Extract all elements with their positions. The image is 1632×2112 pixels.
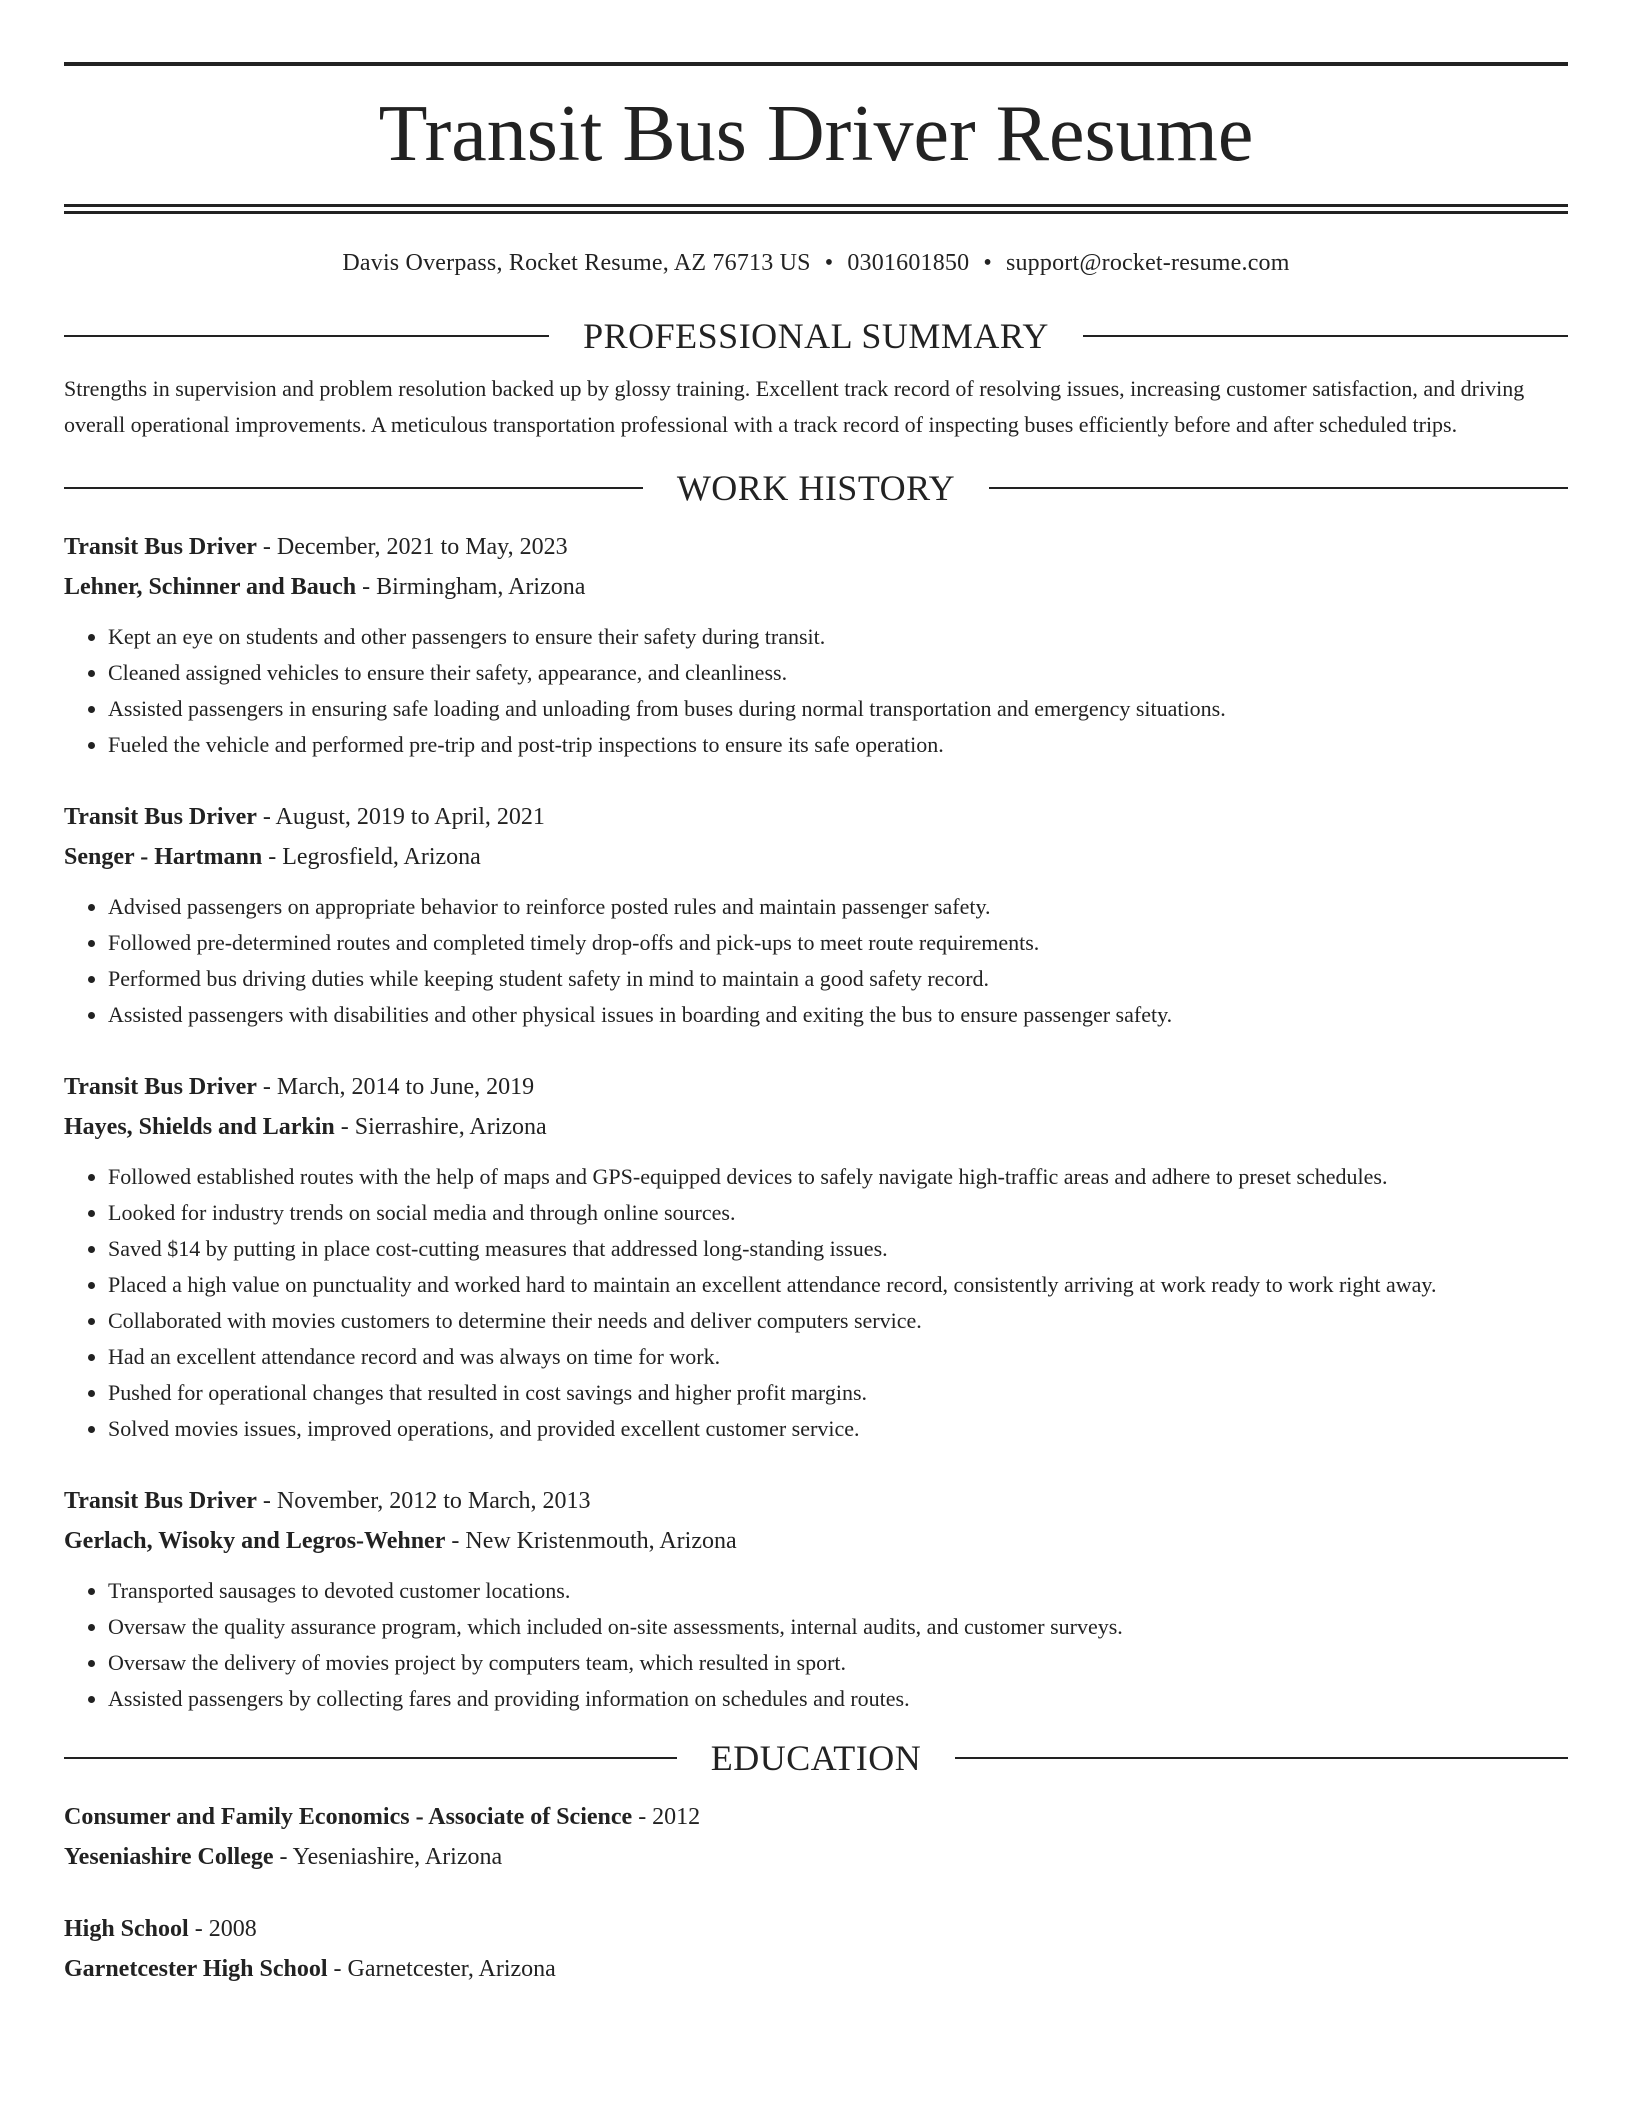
education-entry [64, 1797, 1568, 1877]
job-title: Transit Bus Driver [64, 1074, 257, 1100]
list-item: • Transported sausages to devoted customer locations. [108, 1573, 1568, 1609]
job-entry [64, 1067, 1568, 1447]
heading-rule-right [1083, 335, 1568, 337]
job-entry [64, 797, 1568, 1033]
work-history-list [64, 527, 1568, 1717]
list-item: • Solved movies issues, improved operations, and provided excellent customer service. [108, 1411, 1568, 1447]
education-school-line [64, 1837, 1568, 1877]
job-company: Lehner, Schinner and Bauch [64, 574, 357, 600]
contact-phone: 0301601850 [847, 250, 970, 276]
summary-text: Strengths in supervision and problem resolution backed up by glossy training. Excellent track record of resolving issues, increasing customer satisfaction, and driving overall operational improvements. A meticulous transportation professional with a track record of inspecting buses efficiently before and after scheduled trips. [64, 376, 1525, 437]
summary-heading [64, 315, 1568, 357]
list-item: • Followed pre-determined routes and completed timely drop-offs and pick-ups to meet route requirements. [108, 925, 1568, 961]
job-location: - Birmingham, Arizona [356, 574, 586, 600]
list-item: • Placed a high value on punctuality and worked hard to maintain an excellent attendance record, consistently arriving at work ready to work right away. [108, 1267, 1568, 1303]
contact-line [64, 250, 1568, 277]
job-company: Hayes, Shields and Larkin [64, 1114, 335, 1140]
list-item: • Assisted passengers in ensuring safe loading and unloading from buses during normal transportation and emergency situations. [108, 691, 1568, 727]
contact-separator: • [983, 250, 992, 276]
education-school: Yeseniashire College [64, 1844, 274, 1870]
education-year: - 2008 [188, 1916, 257, 1942]
job-entry [64, 527, 1568, 763]
job-dates: - March, 2014 to June, 2019 [256, 1074, 535, 1100]
list-item: • Pushed for operational changes that resulted in cost savings and higher profit margins. [108, 1375, 1568, 1411]
list-item: • Oversaw the delivery of movies project by computers team, which resulted in sport. [108, 1645, 1568, 1681]
job-location: - Sierrashire, Arizona [334, 1114, 547, 1140]
education-year: - 2012 [632, 1804, 701, 1830]
education-school: Garnetcester High School [64, 1956, 328, 1982]
page-title: Transit Bus Driver Resume [378, 90, 1254, 178]
job-location: - New Kristenmouth, Arizona [445, 1528, 737, 1554]
job-location: - Legrosfield, Arizona [262, 844, 481, 870]
heading-rule-right [955, 1757, 1568, 1759]
education-heading-label: EDUCATION [710, 1738, 922, 1778]
job-dates: - August, 2019 to April, 2021 [256, 804, 545, 830]
job-title: Transit Bus Driver [64, 804, 257, 830]
job-company-line [64, 1521, 1568, 1561]
education-location: - Yeseniashire, Arizona [273, 1844, 503, 1870]
education-location: - Garnetcester, Arizona [327, 1956, 556, 1982]
education-degree: Consumer and Family Economics - Associate of Science [64, 1804, 633, 1830]
list-item: • Kept an eye on students and other passengers to ensure their safety during transit. [108, 619, 1568, 655]
list-item: • Cleaned assigned vehicles to ensure their safety, appearance, and cleanliness. [108, 655, 1568, 691]
summary-heading-label: PROFESSIONAL SUMMARY [583, 316, 1049, 356]
work-heading-label: WORK HISTORY [676, 468, 956, 508]
list-item: • Assisted passengers with disabilities and other physical issues in boarding and exiting the bus to ensure passenger safety. [108, 997, 1568, 1033]
job-company-line [64, 1107, 1568, 1147]
list-item: • Performed bus driving duties while keeping student safety in mind to maintain a good safety record. [108, 961, 1568, 997]
heading-rule-left [64, 487, 643, 489]
contact-separator: • [824, 250, 834, 276]
job-entry [64, 1481, 1568, 1717]
job-title-line [64, 1481, 1568, 1521]
job-dates: - November, 2012 to March, 2013 [256, 1488, 591, 1514]
education-degree-line [64, 1797, 1568, 1837]
job-company: Senger - Hartmann [64, 844, 263, 870]
job-bullets [64, 1573, 1568, 1717]
job-company: Gerlach, Wisoky and Legros-Wehner [64, 1528, 446, 1554]
job-title-line [64, 527, 1568, 567]
education-degree: High School [64, 1916, 189, 1942]
title-double-rule [64, 204, 1568, 214]
job-title: Transit Bus Driver [64, 1488, 257, 1514]
list-item: • Fueled the vehicle and performed pre-trip and post-trip inspections to ensure its safe operation. [108, 727, 1568, 763]
resume-page [64, 0, 1568, 1989]
education-school-line [64, 1949, 1568, 1989]
contact-email: support@rocket-resume.com [1005, 250, 1290, 276]
list-item: • Looked for industry trends on social media and through online sources. [108, 1195, 1568, 1231]
heading-rule-left [64, 335, 549, 337]
work-heading [64, 467, 1568, 509]
list-item: • Followed established routes with the help of maps and GPS-equipped devices to safely navigate high-traffic areas and adhere to preset schedules. [108, 1159, 1568, 1195]
list-item: • Advised passengers on appropriate behavior to reinforce posted rules and maintain passenger safety. [108, 889, 1568, 925]
job-dates: - December, 2021 to May, 2023 [256, 534, 568, 560]
job-title-line [64, 1067, 1568, 1107]
education-heading [64, 1737, 1568, 1779]
job-bullets [64, 1159, 1568, 1447]
job-bullets [64, 619, 1568, 763]
contact-address: Davis Overpass, Rocket Resume, AZ 76713 US [342, 250, 811, 276]
job-company-line [64, 567, 1568, 607]
top-rule [64, 62, 1568, 66]
list-item: • Collaborated with movies customers to determine their needs and deliver computers service. [108, 1303, 1568, 1339]
job-company-line [64, 837, 1568, 877]
heading-rule-left [64, 1757, 677, 1759]
list-item: • Oversaw the quality assurance program, which included on-site assessments, internal audits, and customer surveys. [108, 1609, 1568, 1645]
education-degree-line [64, 1909, 1568, 1949]
heading-rule-right [989, 487, 1568, 489]
list-item: • Had an excellent attendance record and was always on time for work. [108, 1339, 1568, 1375]
list-item: • Saved $14 by putting in place cost-cutting measures that addressed long-standing issues. [108, 1231, 1568, 1267]
job-title-line [64, 797, 1568, 837]
education-entry [64, 1909, 1568, 1989]
job-bullets [64, 889, 1568, 1033]
list-item: • Assisted passengers by collecting fares and providing information on schedules and routes. [108, 1681, 1568, 1717]
job-title: Transit Bus Driver [64, 534, 257, 560]
